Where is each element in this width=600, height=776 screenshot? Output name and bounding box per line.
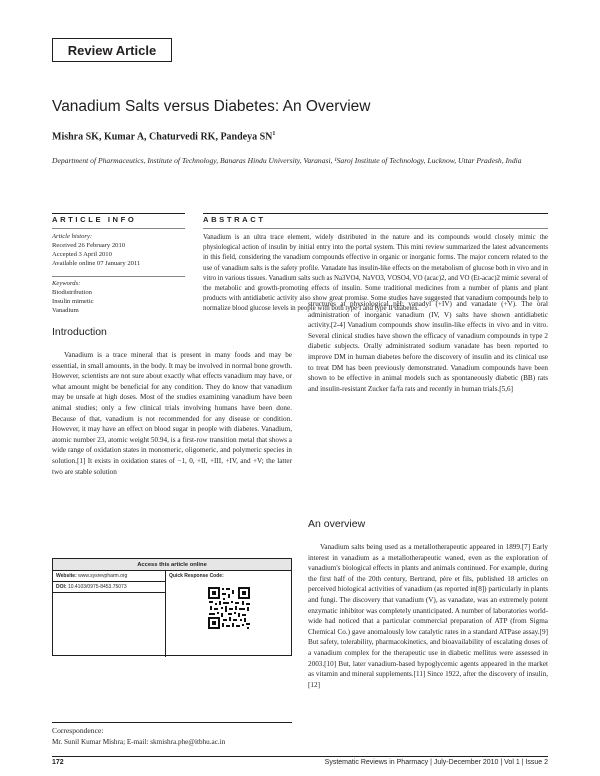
intro-text: Vanadium is a trace mineral that is present in many foods and may be essential, in small amounts, in the body. It may be involved in normal bone growth. However, scientists are not sure about exactly what effects vanadium may have, or what amount might be beneficial for any condition. They do know that vanadium may be unsafe at high doses. Most of the studies examining vanadium have been animal studies; only a few clinical trials involving humans have been done. Because of that, vanadium is not recommended for any disease or condition. However, it may have an effect on blood sugar in people with diabetes. Vanadium, atomic number 23, atomic weight 50.94, is a first-row transition metal that shows a wide range of oxidation states in monomeric, oligomeric, and polymeric species in solution.[1] It exists in oxidation states of −1, 0, +II, +III, +IV, and +V; the latter two are stable solution	[52, 351, 292, 476]
journal-info: Systematic Reviews in Pharmacy | July-December 2010 | Vol 1 | Issue 2	[324, 759, 548, 766]
website-row	[53, 571, 165, 582]
right-para-1: structures at physiological pH: vanadyl (+IV) and vanadate (+V). The oral administration of inorganic vanadium (IV, V) salts have shown antidiabetic activity.[2-4] Vanadium compounds show insulin-like effects in vivo and in vitro. Several clinical studies have shown the efficacy of vanadium compounds in type 2 diabetic subjects. Orally administrated sodium vanadate has been reported to improve DM in human diabetes before the discovery of insulin and its clinical use to treat DM has been previously demonstrated. Vanadium compounds have been shown to be effective in animal models such as spontaneously diabetic (BB) rats and insulin-resistant Zucker fa/fa rats and recently in human trials.[5,6]	[308, 300, 548, 393]
qr-label: Quick Response Code:	[169, 573, 224, 579]
doi-row	[53, 582, 165, 593]
article-history	[52, 232, 187, 268]
online-date: Available online 07 January 2011	[52, 260, 141, 267]
abstract-text: Vanadium is an ultra trace element, widely distributed in the nature and its compounds would closely mimic the physiological action of insulin by initial entry into the portal system. This mini review summarized the latest advancements in this field, considering the vanadium compounds effective in organic or inorganic forms. The major concern related to the use of vanadium salts is the safety profile. Vanadate has insulin-like effects on the metabolism of glucose both in vivo and in vitro in various tissues. Vanadium salts such as Na3VO4, NaVO3, VOSO4, VO (acac)2, and VO (Et-acac)2 mimic several of the metabolic and growth-promoting effects of insulin. Some traditional medicines from a number of plants and plant products with antidiabetic activity also show great promise. Some studies have suggested that vanadium compounds help to normalize blood glucose levels in people with both type I and type II diabetes.	[203, 234, 548, 313]
info-subrule	[52, 228, 185, 229]
abstract-heading: ABSTRACT	[203, 215, 266, 224]
doi-value[interactable]: 10.4103/0975-8453.75073	[67, 584, 127, 590]
page-number: 172	[52, 759, 64, 766]
article-info-heading: ARTICLE INFO	[52, 215, 137, 224]
website-link[interactable]: www.sysrevpharm.org	[78, 573, 128, 579]
correspondence-label: Correspondence:	[52, 726, 104, 735]
keyword: Insulin mimetic	[52, 298, 94, 305]
correspondence-rule	[52, 722, 292, 723]
keyword: Vanadium	[52, 307, 79, 314]
keywords-block	[52, 279, 187, 315]
accepted-date: Accepted 3 April 2010	[52, 251, 112, 258]
abstract-rule	[203, 213, 548, 214]
authors-text: Mishra SK, Kumar A, Chaturvedi RK, Pandeya SN	[52, 131, 273, 143]
doi-label: DOI:	[56, 584, 67, 590]
history-label: Article history:	[52, 233, 93, 240]
authors	[52, 131, 275, 142]
authors-sup: 1	[272, 131, 276, 137]
intro-heading: Introduction	[52, 326, 107, 338]
abstract-subrule	[203, 228, 548, 229]
received-date: Received 26 February 2010	[52, 242, 126, 249]
qr-cell	[166, 571, 291, 657]
paper-title: Vanadium Salts versus Diabetes: An Overview	[52, 98, 371, 115]
correspondence-text: Mr. Sunil Kumar Mishra; E-mail: skmishra.phe@itbhu.ac.in	[52, 738, 226, 746]
article-type-box	[52, 38, 172, 62]
access-info	[53, 571, 166, 657]
article-type: Review Article	[67, 42, 157, 58]
right-para-2: Vanadium salts being used as a metallotherapeutic appeared in 1899.[7] Early interest in vanadium as a metallotherapeutic waned, even as the exploration of vanadium's biological effects in plants and animals continued. For example, during the first half of the 20th century, Bertrand, père et fils, published 18 articles on perceived biological activities of vanadium (as reported in[8]) particularly in plants and fungi. The discovery that vanadium (V), as vanadate, was an extremely potent enzymatic inhibitor was completely unanticipated. A number of laboratories world-wide had noticed that a particular commercial preparation of ATP (from Sigma Chemical Co.) gave anomalously low catalytic rates in a standard ATPase assay.[9] But safety, tolerability, pharmacokinetics, and bioavailability of escalating doses of a vanadium complex for the therapeutic use in diabetic mellitus were assessed in 2003.[10] But, later vanadium-based hypoglycemic agents appeared in the market as vitamin and mineral supplements.[11] Since 1922, after the discovery of insulin,[12]	[308, 543, 548, 689]
keywords-label: Keywords:	[52, 280, 81, 287]
qr-code-icon[interactable]	[207, 586, 251, 630]
website-label: Website:	[56, 573, 77, 579]
footer-rule	[52, 756, 548, 757]
keywords-rule	[52, 276, 185, 277]
access-box	[52, 558, 292, 656]
info-rule	[52, 213, 185, 214]
affiliation: Department of Pharmaceutics, Institute of Technology, Banaras Hindu University, Varanasi, ¹Saroj Institute of Technology, Lucknow, Uttar Pradesh, India	[52, 156, 522, 165]
overview-heading: An overview	[308, 518, 366, 530]
access-header: Access this article online	[53, 559, 291, 571]
keyword: Biodistribution	[52, 289, 92, 296]
